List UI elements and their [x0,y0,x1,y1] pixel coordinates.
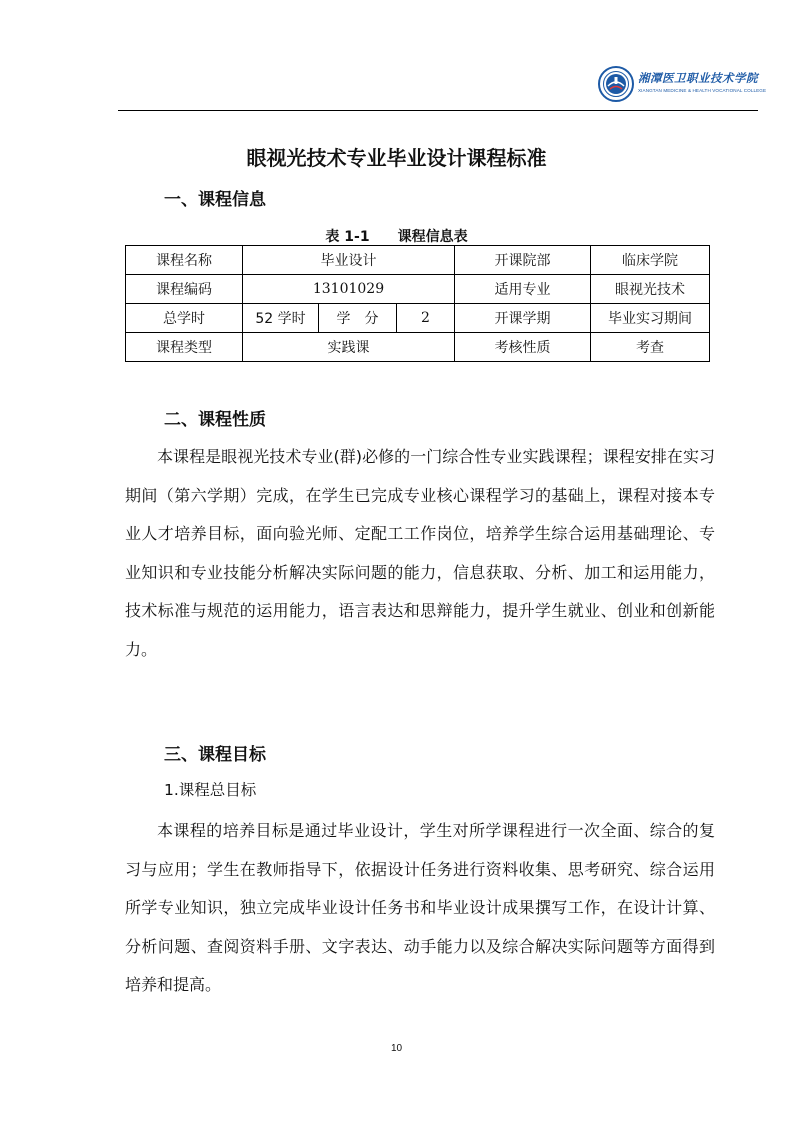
table-cell: 毕业实习期间 [591,304,710,333]
document-title: 眼视光技术专业毕业设计课程标准 [246,146,547,170]
course-nature-paragraph: 本课程是眼视光技术专业(群)必修的一门综合性专业实践课程；课程安排在实习期间（第六学期）完成，在学生已完成专业核心课程学习的基础上，课程对接本专业人才培养目标，面向验光师、定配工工作岗位，培养学生综合运用基础理论、专业知识和专业技能分析解决实际问题的能力，信息获取、分析、加工和运用能力，技术标准与规范的运用能力，语言表达和思辩能力，提升学生就业、创业和创新能力。 [125,447,715,659]
table-cell: 课程名称 [126,246,243,275]
logo-english-name: XIANGTAN MEDICINE & HEALTH VOCATIONAL COLLEGE [638,88,767,93]
table-cell: 实践课 [243,333,455,362]
table-cell: 13101029 [243,275,455,304]
section-heading-course-goals: 三、课程目标 [164,745,266,765]
course-goal-paragraph: 本课程的培养目标是通过毕业设计，学生对所学课程进行一次全面、综合的复习与应用；学生在教师指导下，依据设计任务进行资料收集、思考研究、综合运用所学专业知识，独立完成毕业设计任务书和毕业设计成果撰写工作，在设计计算、分析问题、查阅资料手册、文字表达、动手能力以及综合解决实际问题等方面得到培养和提高。 [125,821,715,995]
subheading-overall-goal: 1.课程总目标 [164,781,257,799]
logo-chinese-name: 湘潭医卫职业技术学院 [638,71,758,85]
table-cell: 适用专业 [455,275,591,304]
table-cell: 考核性质 [455,333,591,362]
page-number: 10 [390,1043,403,1054]
table-cell: 眼视光技术 [591,275,710,304]
table-cell: 毕业设计 [243,246,455,275]
table-cell: 课程编码 [126,275,243,304]
table-row [126,275,710,304]
section-heading-course-info: 一、课程信息 [164,190,266,210]
course-info-table [125,245,710,362]
college-logo [598,66,767,106]
college-seal-icon [598,66,634,102]
table-cell: 开课学期 [455,304,591,333]
section-heading-course-nature: 二、课程性质 [164,410,266,430]
table-row [126,246,710,275]
table-cell: 临床学院 [591,246,710,275]
table-caption: 表 1-1 课程信息表 [325,229,468,245]
header-rule [118,110,758,111]
table-cell: 52 学时 [243,304,319,333]
table-row [126,333,710,362]
table-cell: 考查 [591,333,710,362]
table-row [126,304,710,333]
table-cell: 2 [397,304,455,333]
table-cell: 开课院部 [455,246,591,275]
table-cell: 学 分 [319,304,397,333]
table-cell: 总学时 [126,304,243,333]
table-cell: 课程类型 [126,333,243,362]
